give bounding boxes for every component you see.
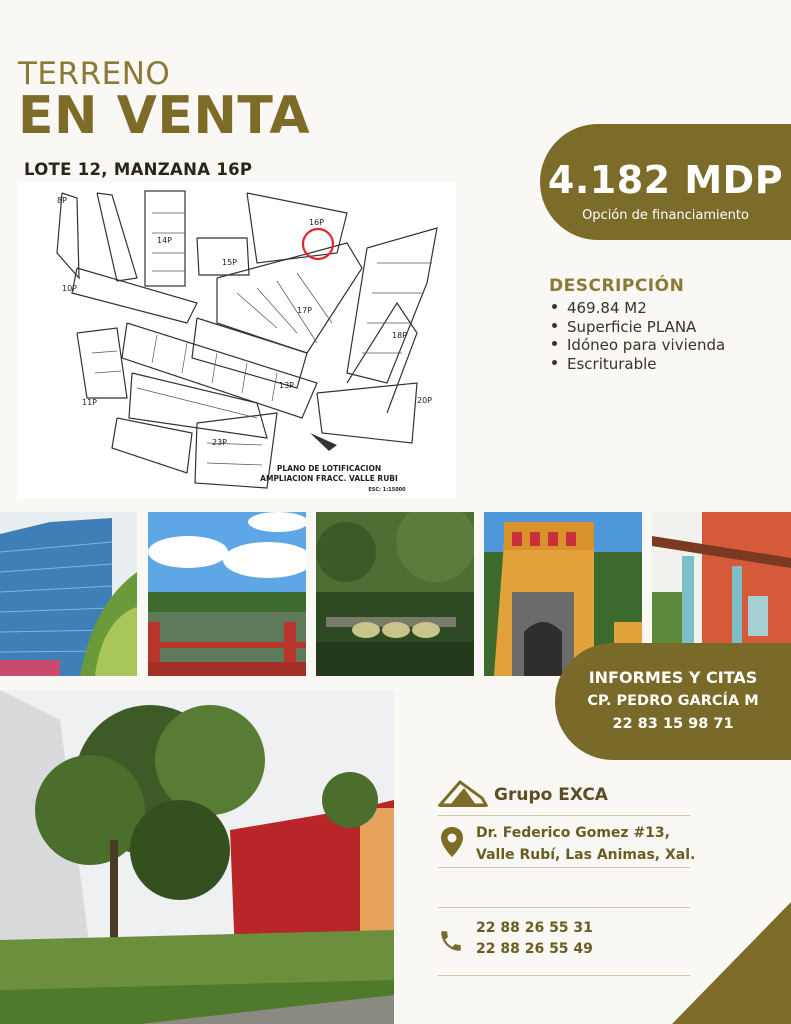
photo-glass-building <box>0 512 137 676</box>
block-label: 17P <box>297 306 313 315</box>
block-label: 14P <box>157 236 173 245</box>
list-item-text: Idóneo para vivienda <box>567 336 726 354</box>
divider <box>438 867 690 868</box>
north-arrow-icon <box>310 433 337 451</box>
map-title-2: AMPLIACION FRACC. VALLE RUBI <box>260 474 398 483</box>
list-item <box>552 336 725 355</box>
block-label: 20P <box>417 396 433 405</box>
description-heading: DESCRIPCIÓN <box>549 276 685 296</box>
phone-1: 22 88 26 55 31 <box>476 920 593 936</box>
corner-decoration <box>672 902 791 1024</box>
list-item-text: Escriturable <box>567 354 657 373</box>
divider <box>438 907 690 908</box>
description-list <box>552 299 725 373</box>
contact-badge <box>555 643 791 760</box>
location-pin-icon <box>440 826 464 858</box>
address-line-1: Dr. Federico Gomez #13, <box>476 825 670 841</box>
price-amount: 4.182 MDP <box>547 158 784 202</box>
company-phones <box>476 918 593 960</box>
map-scale: ESC: 1:15000 <box>368 487 406 493</box>
bullet-icon <box>552 341 557 346</box>
company-name: Grupo EXCA <box>494 785 608 805</box>
block-label: 15P <box>222 258 238 267</box>
photo-lake-terrace <box>148 512 306 676</box>
bullet-icon <box>552 304 557 309</box>
phone-icon <box>438 928 464 954</box>
address-line-2: Valle Rubí, Las Animas, Xal. <box>476 847 696 863</box>
block-label: 16P <box>309 218 325 227</box>
price-badge <box>540 124 791 240</box>
list-item-text: Superficie PLANA <box>567 317 697 336</box>
photo-lot <box>0 690 394 1024</box>
block-label: 10P <box>62 284 78 293</box>
block-label: 23P <box>212 438 228 447</box>
lot-plan-drawing <box>17 183 456 499</box>
block-label: 8P <box>57 196 67 205</box>
divider <box>438 815 690 816</box>
financing-note: Opción de financiamiento <box>582 208 749 223</box>
bullet-icon <box>552 360 557 365</box>
map-title-1: PLANO DE LOTIFICACION <box>276 464 382 473</box>
contact-heading: INFORMES Y CITAS <box>588 668 758 687</box>
lot-plan-map <box>17 183 456 499</box>
list-item <box>552 355 725 374</box>
bullet-icon <box>552 323 557 328</box>
list-item-text: 469.84 M2 <box>567 299 647 317</box>
house-roof-icon <box>438 778 488 808</box>
block-label: 11P <box>82 398 98 407</box>
block-label: 13P <box>279 381 295 390</box>
photo-park-bridge <box>316 512 474 676</box>
contact-name: CP. PEDRO GARCÍA M <box>587 693 759 709</box>
lot-label: LOTE 12, MANZANA 16P <box>24 160 253 179</box>
list-item <box>552 318 725 337</box>
block-label: 18P <box>392 331 408 340</box>
selected-lot-marker <box>303 229 333 259</box>
title-line1: TERRENO <box>18 56 171 92</box>
phone-2: 22 88 26 55 49 <box>476 941 593 957</box>
contact-phone: 22 83 15 98 71 <box>612 716 734 732</box>
company-address <box>476 822 695 866</box>
divider <box>438 975 690 976</box>
list-item <box>552 299 725 318</box>
title-line2: EN VENTA <box>18 86 311 146</box>
